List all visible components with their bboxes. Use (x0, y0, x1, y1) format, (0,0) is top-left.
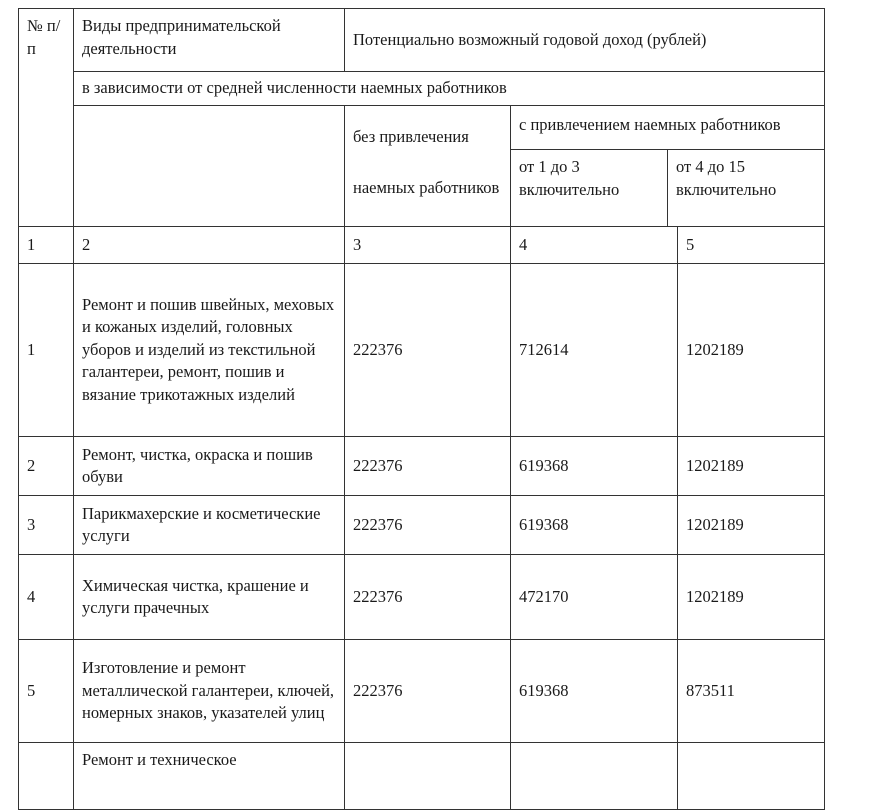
row-activity: Парикмахерские и косметические услуги (74, 496, 345, 555)
column-number: 2 (74, 227, 345, 264)
table-row (19, 496, 825, 555)
row-without-hired: 222376 (345, 264, 511, 437)
income-table (18, 8, 825, 810)
header-income-label: Потенциально возможный годовой доход (рублей) (353, 29, 707, 49)
row-num: 1 (19, 264, 74, 437)
header-dependency-label: в зависимости от средней численности наемных работников (82, 78, 507, 98)
table-row (19, 640, 825, 743)
row-num: 2 (19, 437, 74, 496)
row-hired-1-3: 619368 (511, 496, 678, 555)
row-activity: Изготовление и ремонт металлической галантереи, ключей, номерных знаков, указателей улиц (74, 640, 345, 743)
header-without-hired-line2: наемных работников (353, 177, 500, 197)
row-without-hired: 222376 (345, 437, 511, 496)
column-number: 1 (19, 227, 74, 264)
row-hired-4-15: 1202189 (678, 555, 825, 640)
row-num: 5 (19, 640, 74, 743)
header-activity-cell (74, 9, 345, 72)
table-row (19, 437, 825, 496)
header-range-1-3: от 1 до 3 включительно (519, 157, 620, 199)
row-hired-1-3: 619368 (511, 640, 678, 743)
row-activity: Химическая чистка, крашение и услуги прачечных (74, 555, 345, 640)
header-income-cell (345, 9, 825, 72)
row-without-hired: 222376 (345, 496, 511, 555)
column-number: 5 (678, 227, 825, 264)
row-hired-1-3 (511, 743, 678, 810)
table-row (19, 264, 825, 437)
header-dependency-cell (74, 72, 825, 106)
header-without-hired-cell (345, 106, 511, 227)
row-hired-1-3: 619368 (511, 437, 678, 496)
row-hired-1-3: 472170 (511, 555, 678, 640)
row-num: 3 (19, 496, 74, 555)
row-activity: Ремонт и пошив швейных, меховых и кожаных изделий, головных уборов и изделий из текстильной галантереи, ремонт, пошив и вязание трикотажных изделий (74, 264, 345, 437)
row-hired-4-15: 1202189 (678, 264, 825, 437)
table-row (19, 555, 825, 640)
header-with-hired-cell (511, 106, 825, 227)
row-hired-1-3: 712614 (511, 264, 678, 437)
row-activity: Ремонт, чистка, окраска и пошив обуви (74, 437, 345, 496)
row-num: 4 (19, 555, 74, 640)
row-num (19, 743, 74, 810)
header-without-hired-line1: без привлечения (353, 127, 469, 146)
column-numbers-row (19, 227, 825, 264)
header-with-hired-label: с привлечением наемных работников (511, 106, 824, 150)
column-number: 3 (345, 227, 511, 264)
row-hired-4-15 (678, 743, 825, 810)
row-hired-4-15: 1202189 (678, 496, 825, 555)
row-without-hired: 222376 (345, 555, 511, 640)
column-number: 4 (511, 227, 678, 264)
row-hired-4-15: 873511 (678, 640, 825, 743)
table-row (19, 743, 825, 810)
header-range-4-15: от 4 до 15 включительно (667, 150, 824, 226)
header-activity-label: Виды предпринимательской деятельности (82, 16, 281, 58)
header-num-cell (19, 9, 74, 227)
row-without-hired (345, 743, 511, 810)
header-num-label: № п/п (27, 16, 61, 58)
row-without-hired: 222376 (345, 640, 511, 743)
header-empty-cell (74, 106, 345, 227)
row-activity: Ремонт и техническое (74, 743, 345, 810)
row-hired-4-15: 1202189 (678, 437, 825, 496)
